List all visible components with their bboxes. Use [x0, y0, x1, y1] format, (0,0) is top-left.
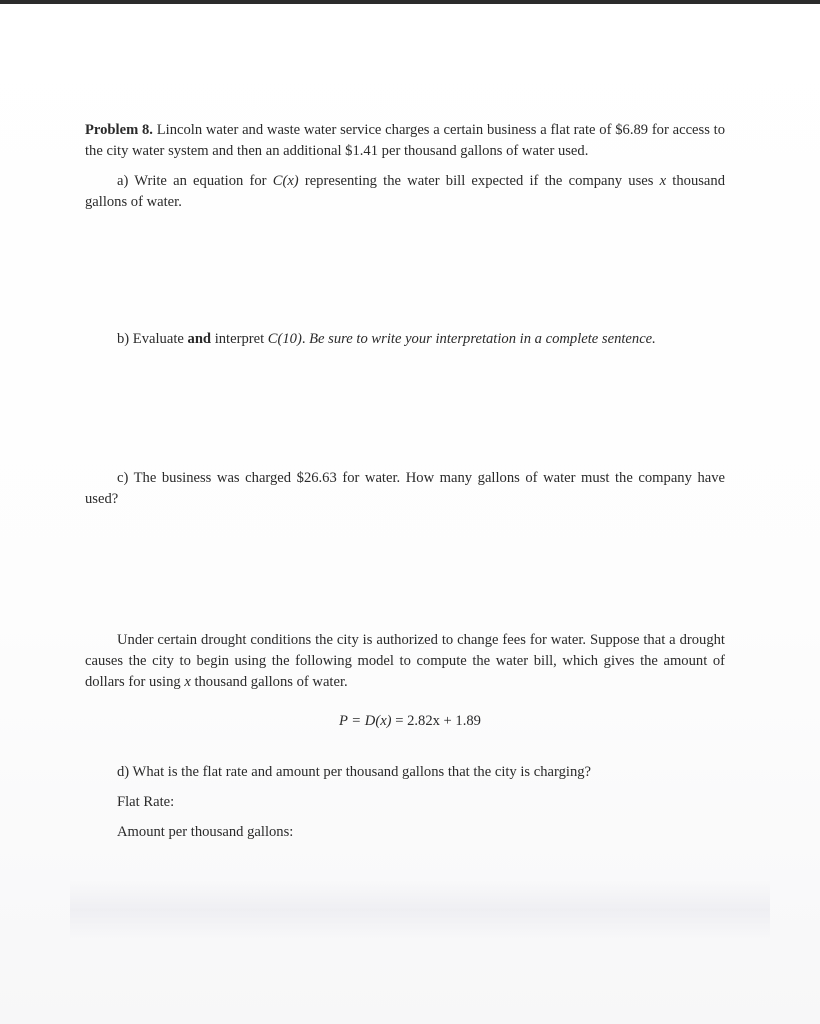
part-a-prefix: a) Write an equation for	[117, 173, 273, 189]
part-a-question	[85, 171, 725, 213]
part-b-question	[117, 329, 656, 350]
part-b-emphasis: Be sure to write your interpretation in a complete sentence.	[309, 331, 656, 347]
part-a-middle: representing the water bill expected if the company uses	[298, 173, 660, 189]
part-a-variable: x	[659, 173, 667, 189]
part-a-suffix: thousand gallons of water.	[85, 173, 725, 210]
amount-per-thousand-label: Amount per thousand gallons:	[117, 824, 294, 840]
page-shadow	[70, 880, 770, 940]
equation-rhs: = 2.82x + 1.89	[391, 713, 481, 729]
problem-intro	[85, 120, 725, 162]
part-b-and: and	[187, 331, 212, 347]
drought-paragraph	[85, 630, 725, 693]
part-d-question: d) What is the flat rate and amount per thousand gallons that the city is charging?	[117, 764, 592, 780]
part-a-function: C(x)	[272, 173, 299, 189]
part-c-question: c) The business was charged $26.63 for water. How many gallons of water must the company have used?	[85, 470, 725, 507]
drought-prefix: Under certain drought conditions the city is authorized to change fees for water. Suppose that a drought causes the city to begin using the following model to compute the water bill, which gives the amount of dollars for using	[85, 632, 725, 690]
equation-lhs: P = D(x)	[339, 713, 392, 729]
drought-variable: x	[184, 674, 191, 690]
flat-rate-label: Flat Rate:	[117, 794, 175, 810]
part-b-prefix: b) Evaluate	[117, 331, 188, 347]
part-b-middle: interpret	[211, 331, 268, 347]
part-b-function: C(10)	[267, 331, 302, 347]
drought-suffix: thousand gallons of water.	[190, 674, 348, 690]
problem-intro-text: Lincoln water and waste water service charges a certain business a flat rate of $6.89 for access to the city water system and then an additional $1.41 per thousand gallons of water used.	[85, 122, 726, 159]
problem-heading: Problem 8.	[85, 122, 153, 138]
part-b-period: .	[301, 331, 310, 347]
drought-equation	[0, 711, 820, 732]
